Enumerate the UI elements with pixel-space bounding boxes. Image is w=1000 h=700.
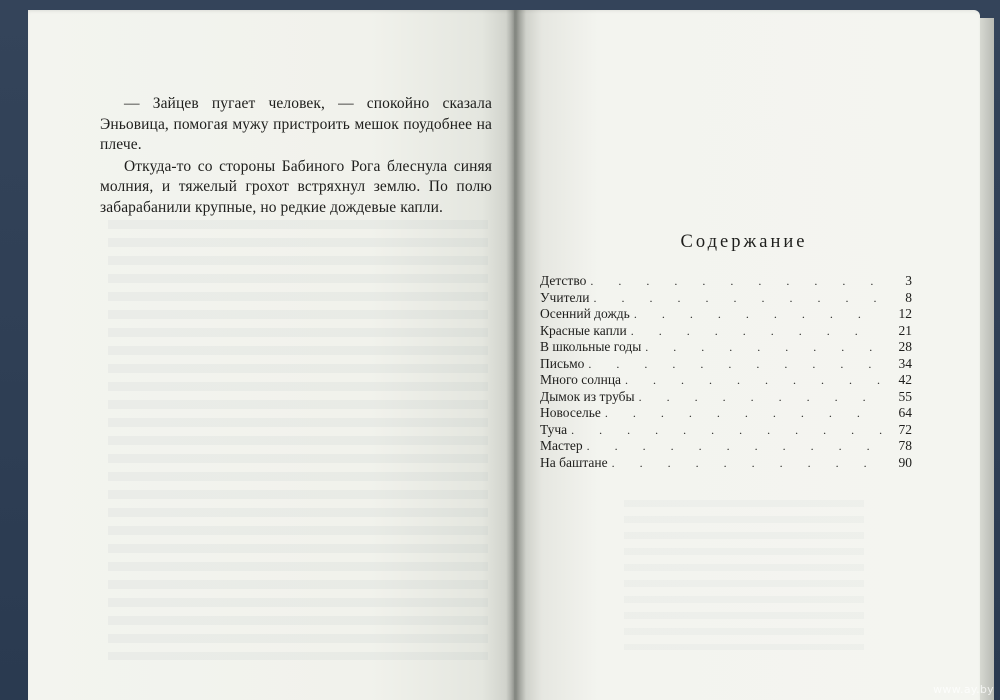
toc-entry-title: На баштане <box>540 454 608 470</box>
leader-dots <box>625 372 882 389</box>
leader-dots <box>645 339 882 356</box>
bleed-through-text <box>624 500 864 650</box>
toc-entry <box>540 389 912 406</box>
toc-entry-page: 21 <box>898 322 912 338</box>
leader-dots <box>631 323 882 340</box>
leader-dots <box>634 306 882 323</box>
toc-entry <box>540 422 912 439</box>
toc-entry-page: 12 <box>898 306 912 321</box>
leader-dots <box>612 455 882 472</box>
toc-entry <box>540 372 912 389</box>
toc-entry-page: 3 <box>905 273 912 288</box>
leader-dots <box>593 290 882 307</box>
toc-entry-page: 64 <box>898 405 912 420</box>
toc-entry-title: Туча <box>540 421 568 437</box>
toc-entry-page: 8 <box>905 289 912 305</box>
toc-entry <box>540 356 912 373</box>
open-book <box>28 10 980 700</box>
toc-entry <box>540 273 912 290</box>
toc-entry-page: 42 <box>898 372 912 387</box>
paragraph: Откуда-то со стороны Бабиного Рога блеснула синяя молния, и тяжелый грохот встряхнул землю. По полю забарабанили крупные, но редкие дождевые капли. <box>100 157 492 216</box>
toc-entry-page: 90 <box>898 454 912 470</box>
toc-entry-title: Учители <box>540 289 590 305</box>
leader-dots <box>639 389 882 406</box>
toc-entry-page: 34 <box>898 355 912 371</box>
bleed-through-text <box>108 220 488 660</box>
leader-dots <box>605 405 882 422</box>
toc-entry-title: Детство <box>540 273 587 288</box>
leader-dots <box>571 422 882 439</box>
toc-entry-title: Осенний дождь <box>540 306 630 321</box>
toc-entry-page: 28 <box>898 339 912 354</box>
toc-entry-page: 78 <box>898 438 912 453</box>
paragraph: — Зайцев пугает человек, — спокойно сказала Эньовица, помогая мужу пристроить мешок поудобнее на плече. <box>100 95 492 153</box>
right-page <box>514 10 980 700</box>
leader-dots <box>587 438 882 455</box>
story-text <box>100 94 492 218</box>
leader-dots <box>588 356 882 373</box>
toc-entry-page: 55 <box>898 388 912 404</box>
toc-entry-title: В школьные годы <box>540 339 642 354</box>
toc-entry <box>540 405 912 422</box>
toc-entry <box>540 290 912 307</box>
page-edges <box>980 18 994 700</box>
watermark-text: www.ay.by <box>933 683 994 696</box>
toc-entry <box>540 455 912 472</box>
toc-entry <box>540 306 912 323</box>
toc-entry <box>540 438 912 455</box>
toc-entry-title: Письмо <box>540 355 585 371</box>
contents-heading: Содержание <box>680 232 808 252</box>
leader-dots <box>590 273 882 290</box>
table-of-contents <box>540 273 912 471</box>
left-page <box>28 10 516 700</box>
toc-entry-title: Много солнца <box>540 372 622 387</box>
toc-entry-title: Дымок из трубы <box>540 388 635 404</box>
toc-entry <box>540 323 912 340</box>
toc-entry <box>540 339 912 356</box>
toc-entry-title: Красные капли <box>540 322 627 338</box>
toc-entry-title: Мастер <box>540 438 583 453</box>
toc-entry-page: 72 <box>898 421 912 437</box>
toc-entry-title: Новоселье <box>540 405 601 420</box>
